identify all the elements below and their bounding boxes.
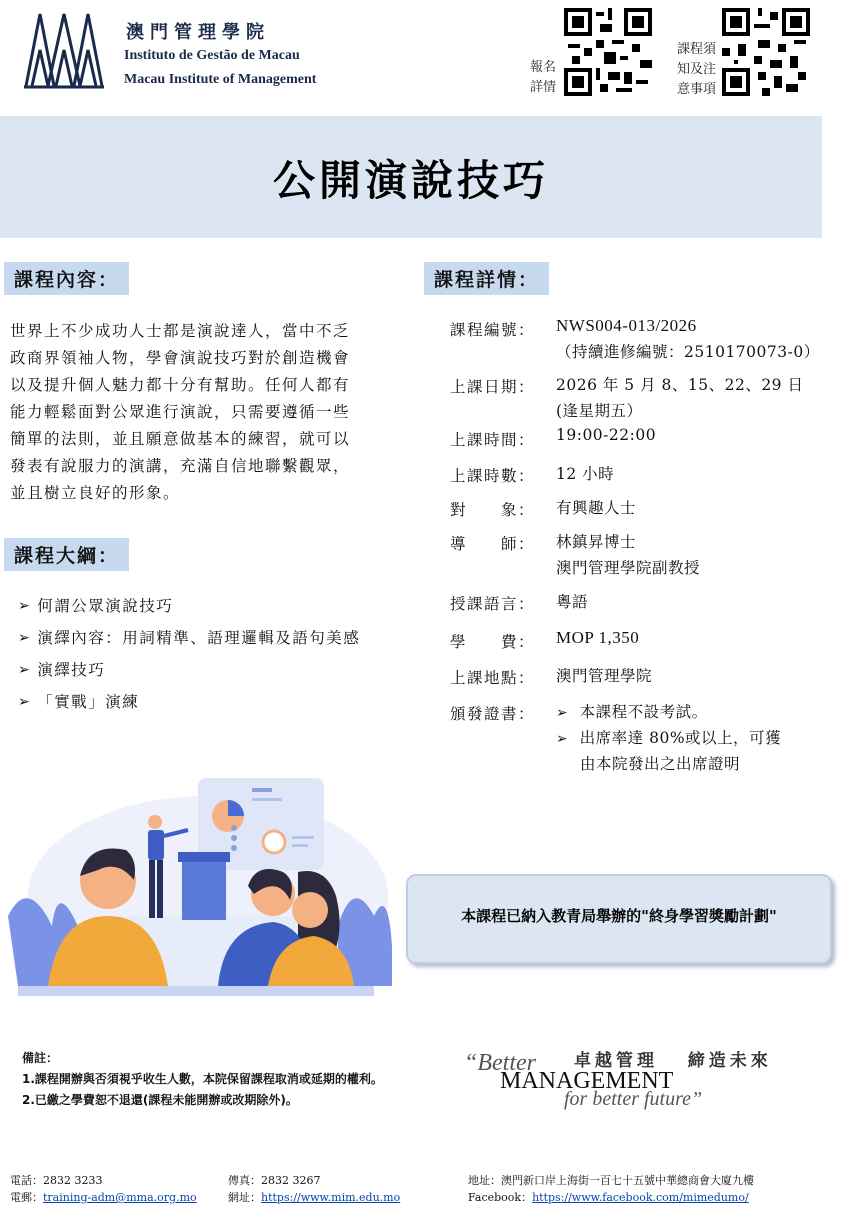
course-title: 公開演說技巧 [272,156,549,205]
outline-item: ➢ 何謂公眾演說技巧 [18,590,418,622]
description-line: 能力輕鬆面對公眾進行演說，只需要遵循一些 [10,403,351,421]
arrow-icon: ➢ [18,630,32,646]
certificate-item: ➢ 出席率達 80%或以上，可獲 [556,729,782,747]
note-item: 2.已繳之學費恕不退還(課程未能開辦或改期除外)。 [22,1093,298,1107]
institute-name-en: Macau Institute of Management [124,72,317,87]
email-link[interactable]: training-adm@mma.org.mo [43,1191,197,1204]
description-line: 以及提升個人魅力都十分有幫助。任何人都有 [10,376,351,394]
outline-item: ➢ 「實戰」演練 [18,686,418,718]
slogan-en [464,1050,724,1114]
notes-section [22,1048,383,1111]
phone-number: 2832 3233 [43,1174,103,1187]
slogan-zh: 卓越管理 締造未來 [574,1051,772,1071]
outline-list [18,590,418,718]
certificate-item: ➢ 本課程不設考試。 [556,703,708,721]
course-fee: MOP 1,350 [556,628,640,647]
target-label: 對 象： [450,501,536,519]
outline-item: ➢ 演繹技巧 [18,654,418,686]
register-qr-label: 報名 詳情 [529,60,556,95]
course-language: 粵語 [556,593,589,611]
slogan-management: MANAGEMENT [500,1068,674,1094]
arrow-icon: ➢ [18,598,32,614]
description-line: 世界上不少成功人士都是演說達人，當中不乏 [10,322,351,340]
address: 澳門新口岸上海街一百七十五號中華總商會大廈九樓 [501,1174,754,1187]
course-hours: 12 小時 [556,465,615,483]
fax-number: 2832 3267 [261,1174,321,1187]
award-callout-text: 本課程已納入教青局舉辦的"終身學習獎勵計劃" [461,907,777,925]
outline-item: ➢ 演繹內容：用詞精準、語理邏輯及語句美感 [18,622,418,654]
description-line: 簡單的法則，並且願意做基本的練習，就可以 [10,430,351,448]
footer-contact-left: 電話：2832 3233 電郵：training-adm@mma.org.mo [10,1174,197,1204]
code-label: 課程編號： [450,321,536,339]
course-time: 19:00-22:00 [556,426,657,444]
course-dates: 2026 年 5 月 8、15、22、29 日 [556,376,804,394]
website-link[interactable]: https://www.mim.edu.mo [261,1191,401,1204]
footer-contact-right: 地址：澳門新口岸上海街一百七十五號中華總商會大廈九樓 Facebook：https://www.facebook.com/mimedumo/ [468,1174,754,1204]
arrow-icon: ➢ [556,705,569,721]
facebook-link[interactable]: https://www.facebook.com/mimedumo/ [532,1191,749,1204]
time-label: 上課時間： [450,431,536,449]
target-audience: 有興趣人士 [556,499,637,517]
footer-contact-middle: 傳真：2832 3267 網址：https://www.mim.edu.mo [228,1174,401,1204]
description-line: 並且樹立良好的形象。 [10,484,181,502]
details-heading: 課程詳情： [424,262,549,295]
tutor-title: 澳門管理學院副教授 [556,559,701,577]
course-dates-sub: (逢星期五） [556,402,643,420]
tutor-label: 導 師： [450,535,536,553]
register-qr-code[interactable] [564,8,652,96]
arrow-icon: ➢ [556,731,569,747]
presentation-illustration [8,776,398,1002]
notice-qr-code[interactable] [722,8,810,96]
course-code-sub: （持續進修編號：2510170073-0） [556,343,820,361]
certificate-item-cont: 由本院發出之出席證明 [580,755,741,773]
notice-qr-label: 課程須 知及注 意事項 [676,42,716,97]
institute-name-zh: 澳門管理學院 [126,22,270,43]
arrow-icon: ➢ [18,694,32,710]
note-item: 1.課程開辦與否須視乎收生人數，本院保留課程取消或延期的權利。 [22,1072,383,1086]
certificate-label: 頒發證書： [450,705,536,723]
slogan-future: for better future” [564,1088,703,1110]
language-label: 授課語言： [450,595,536,613]
arrow-icon: ➢ [18,662,32,678]
course-description [10,318,410,507]
slogan-better: “Better [464,1050,536,1076]
hours-label: 上課時數： [450,467,536,485]
notes-title: 備註： [22,1051,59,1065]
institute-name-pt: Instituto de Gestão de Macau [124,48,300,63]
institute-logo [22,8,106,90]
venue-label: 上課地點： [450,669,536,687]
course-venue: 澳門管理學院 [556,667,653,685]
content-heading: 課程內容： [4,262,129,295]
course-code: NWS004-013/2026 [556,316,697,335]
fee-label: 學 費： [450,633,536,651]
description-line: 發表有說服力的演講，充滿自信地聯繫觀眾， [10,457,351,475]
outline-heading: 課程大綱： [4,538,129,571]
date-label: 上課日期： [450,378,536,396]
description-line: 政商界領袖人物，學會演說技巧對於創造機會 [10,349,351,367]
tutor-name: 林鎮昇博士 [556,533,637,551]
